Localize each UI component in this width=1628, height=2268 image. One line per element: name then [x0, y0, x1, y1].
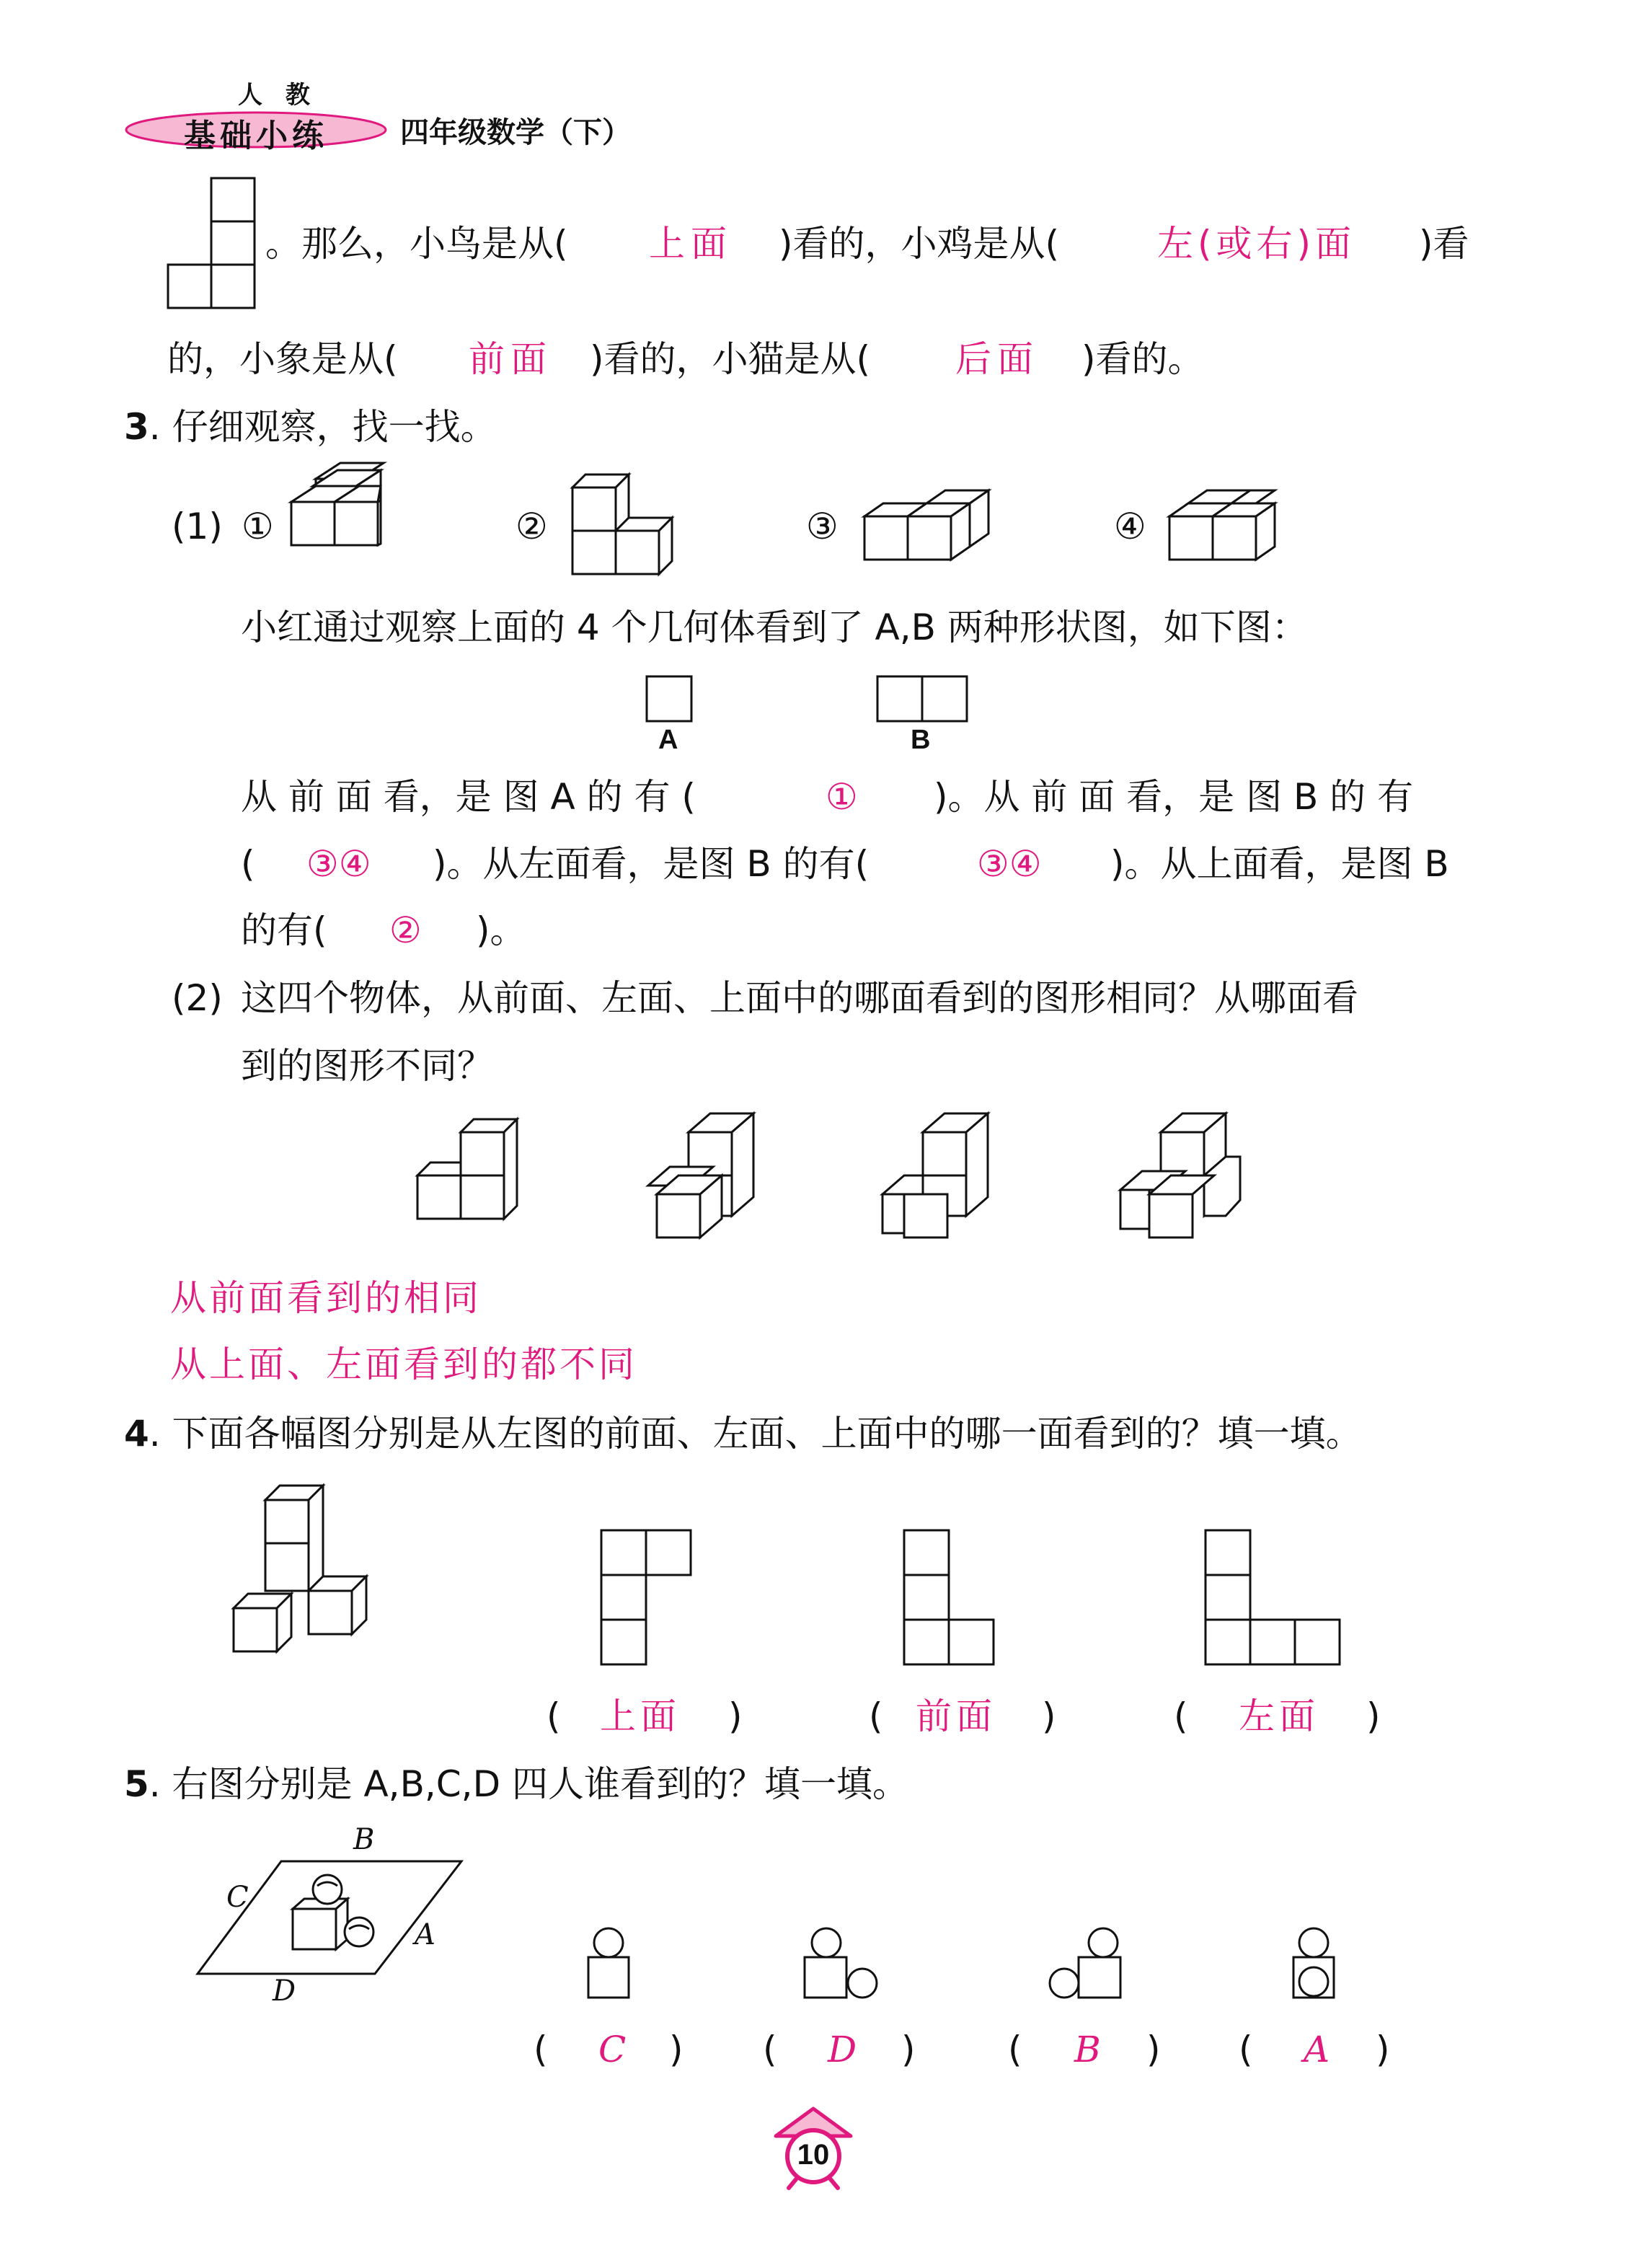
- q5-label-a: A: [415, 1918, 435, 1951]
- q5-number: 5: [124, 1763, 149, 1805]
- header-brand: [123, 72, 389, 154]
- q5-title-text: . 右图分别是 A,B,C,D 四人谁看到的？填一填。: [149, 1763, 908, 1805]
- q3-fig-label-1: ①: [242, 506, 274, 547]
- q5-paren-2-close: ): [901, 2029, 916, 2070]
- q4-paren-3-close: ): [1366, 1695, 1381, 1737]
- q2-line1-a: 。那么，小鸟是从(: [265, 223, 568, 265]
- q3-intro: 小红通过观察上面的 4 个几何体看到了 A,B 两种形状图，如下图：: [241, 606, 1308, 648]
- q5-paren-3-close: ): [1146, 2029, 1161, 2070]
- q3-fig-label-3: ③: [806, 506, 839, 547]
- q3-title: [124, 405, 497, 449]
- q3-shape-b: [876, 675, 973, 725]
- q3-fig-label-4: ④: [1114, 506, 1146, 547]
- q5-view-4: [1291, 1927, 1348, 2006]
- q3-part1-label: (1): [172, 506, 223, 547]
- q3-line3-a: 的有(: [241, 909, 327, 951]
- q4-answer-2[interactable]: 前面: [916, 1695, 996, 1737]
- q5-paren-2: (: [763, 2029, 777, 2070]
- q5-answer-1[interactable]: C: [598, 2029, 627, 2070]
- q5-answer-2[interactable]: D: [828, 2029, 857, 2070]
- q3-number: 3: [124, 406, 149, 448]
- q3-part2-figure-1: [415, 1111, 530, 1226]
- q4-answer-1[interactable]: 上面: [600, 1695, 681, 1737]
- q5-view-1: [584, 1927, 642, 2006]
- q5-answer-4[interactable]: A: [1304, 2029, 1330, 2070]
- q3-shape-b-label: B: [911, 725, 931, 755]
- header-subject: 四年级数学（下）: [400, 116, 631, 149]
- q2-view-shape: [166, 176, 267, 313]
- page-number: 10: [797, 2139, 830, 2171]
- q5-paren-1-close: ): [669, 2029, 684, 2070]
- q3-answer-2[interactable]: ③④: [306, 843, 371, 885]
- q3-figure-3: [862, 487, 999, 581]
- q4-paren-2: (: [869, 1695, 883, 1737]
- q2-line2-a: 的，小象是从(: [167, 338, 398, 380]
- q4-paren-1-close: ): [728, 1695, 743, 1737]
- q4-view-top: [600, 1529, 701, 1673]
- q3-shape-a-label: A: [658, 725, 678, 755]
- q5-answer-3[interactable]: B: [1074, 2029, 1101, 2070]
- q5-view-3: [1044, 1927, 1131, 2006]
- q4-paren-2-close: ): [1042, 1695, 1056, 1737]
- q5-paren-3: (: [1008, 2029, 1022, 2070]
- q3-part2-answer-1[interactable]: 从前面看到的相同: [170, 1277, 482, 1319]
- q3-figure-2: [570, 472, 692, 587]
- q3-answer-4[interactable]: ②: [389, 909, 422, 951]
- q5-paren-1: (: [534, 2029, 548, 2070]
- q2-line2-b: )看的，小猫是从(: [590, 338, 871, 380]
- q3-answer-1[interactable]: ①: [826, 776, 858, 818]
- q3-figure-1-cubes: [288, 479, 397, 580]
- q2-answer-bird[interactable]: 上面: [649, 223, 733, 265]
- q3-line1-a: 从 前 面 看，是 图 A 的 有 (: [241, 776, 696, 818]
- q4-answer-3[interactable]: 左面: [1239, 1695, 1319, 1737]
- q3-part2-answer-2[interactable]: 从上面、左面看到的都不同: [170, 1343, 637, 1385]
- q2-line1-c: )看: [1419, 223, 1469, 265]
- q5-view-2: [800, 1927, 887, 2006]
- q3-shape-a: [645, 675, 696, 725]
- q3-part2-figure-2: [645, 1111, 775, 1255]
- q2-line1-b: )看的，小鸡是从(: [779, 223, 1060, 265]
- q4-source-figure: [231, 1483, 375, 1677]
- q3-figure-4: [1167, 487, 1289, 581]
- q4-number: 4: [124, 1413, 149, 1455]
- q4-view-front: [903, 1529, 1004, 1673]
- q3-line2-c: )。从上面看，是图 B: [1110, 843, 1449, 885]
- q3-part2-line1: 这四个物体，从前面、左面、上面中的哪面看到的图形相同？从哪面看: [241, 977, 1358, 1019]
- q4-paren-3: (: [1174, 1695, 1188, 1737]
- q4-view-left: [1204, 1529, 1348, 1673]
- q2-answer-chick[interactable]: 左(或右)面: [1157, 223, 1356, 265]
- q3-part2-line2: 到的图形不同？: [241, 1045, 493, 1087]
- q3-line2-b: )。从左面看，是图 B 的有(: [433, 843, 870, 885]
- q5-paren-4-close: ): [1376, 2029, 1390, 2070]
- q4-paren-1: (: [547, 1695, 561, 1737]
- q3-part2-figure-4: [1118, 1111, 1247, 1255]
- q3-line2-a: (: [241, 843, 255, 885]
- q2-line2-c: )看的。: [1081, 338, 1204, 380]
- q3-fig-label-2: ②: [516, 506, 548, 547]
- q5-paren-4: (: [1239, 2029, 1253, 2070]
- q4-title: [124, 1412, 1362, 1455]
- q3-line3-b: )。: [476, 909, 526, 951]
- brand-small: 人 教: [238, 81, 317, 110]
- q5-label-b: B: [353, 1823, 375, 1856]
- q4-title-text: . 下面各幅图分别是从左图的前面、左面、上面中的哪一面看到的？填一填。: [149, 1413, 1362, 1455]
- q5-title: [124, 1762, 908, 1806]
- q3-line1-b: )。从 前 面 看，是 图 B 的 有: [934, 776, 1414, 818]
- q3-part2-figure-3: [880, 1111, 995, 1255]
- q3-answer-3[interactable]: ③④: [977, 843, 1042, 885]
- brand-title: 基础小练: [184, 118, 328, 154]
- q5-label-c: C: [226, 1881, 249, 1914]
- q3-part2-label: (2): [172, 977, 223, 1019]
- q2-answer-cat[interactable]: 后面: [955, 338, 1039, 380]
- q3-title-text: . 仔细观察，找一找。: [149, 406, 497, 448]
- q5-label-d: D: [273, 1974, 296, 2008]
- q2-answer-elephant[interactable]: 前面: [469, 338, 552, 380]
